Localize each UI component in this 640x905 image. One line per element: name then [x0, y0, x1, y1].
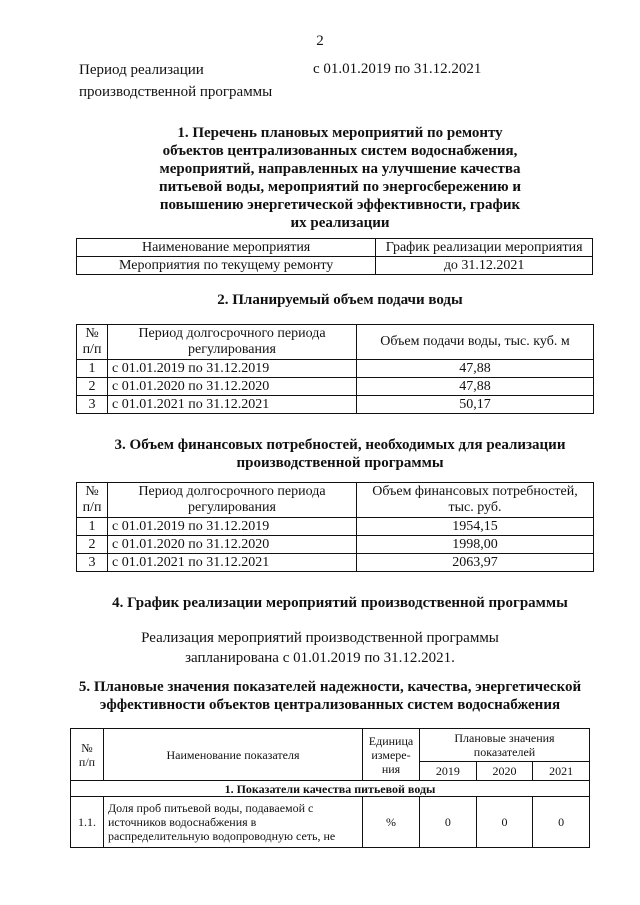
row-unit: % — [363, 797, 420, 848]
section2-title: 2. Планируемый объем подачи воды — [217, 292, 463, 308]
row-value: 1998,00 — [357, 536, 594, 554]
table-row — [77, 378, 594, 396]
row-num: 1 — [77, 360, 108, 378]
table-row — [71, 797, 590, 848]
col-header-name: Наименование мероприятия — [77, 239, 376, 257]
section3-title: 3. Объем финансовых потребностей, необходимых для реализации производственной программы — [114, 437, 566, 471]
header-volume: Объем подачи воды, тыс. куб. м — [357, 325, 594, 360]
table-row — [77, 396, 594, 414]
row-period: с 01.01.2021 по 31.12.2021 — [108, 396, 357, 414]
row-num: 3 — [77, 396, 108, 414]
table-row — [77, 518, 594, 536]
row-2019: 0 — [420, 797, 477, 848]
table-row — [77, 554, 594, 572]
row-2020: 0 — [476, 797, 533, 848]
row-period: с 01.01.2019 по 31.12.2019 — [108, 518, 357, 536]
section1-table — [76, 238, 593, 275]
header-plan: Плановые значения показателей — [420, 729, 590, 762]
header-2019: 2019 — [420, 762, 477, 781]
header-2021: 2021 — [533, 762, 590, 781]
section5-table — [70, 728, 590, 848]
section4-note: Реализация мероприятий производственной программы запланирована с 01.01.2019 по 31.12.2021. — [141, 630, 499, 666]
table-row — [77, 360, 594, 378]
row-2021: 0 — [533, 797, 590, 848]
row-num: 1.1. — [71, 797, 104, 848]
period-label — [79, 59, 299, 103]
row-value: 47,88 — [357, 360, 594, 378]
col-header-schedule: График реализации мероприятия — [376, 239, 593, 257]
row-period: с 01.01.2021 по 31.12.2021 — [108, 554, 357, 572]
header-2020: 2020 — [476, 762, 533, 781]
header-finance: Объем финансовых потребностей, тыс. руб. — [357, 483, 594, 518]
section5-title: 5. Плановые значения показателей надежности, качества, энергетической эффективности объектов централизованных систем водоснабжения — [78, 679, 582, 713]
row-period: с 01.01.2020 по 31.12.2020 — [108, 536, 357, 554]
header-num: № п/п — [77, 325, 108, 360]
header-unit: Единица измере- ния — [363, 729, 420, 781]
table-row — [77, 536, 594, 554]
row-value: 47,88 — [357, 378, 594, 396]
section1-title: 1. Перечень плановых мероприятий по ремонту объектов централизованных систем водоснабжения, мероприятий, направленных на улучшение качества питьевой воды, мероприятий по энергосбережению и повышению энергетической эффективности, график их реализации — [158, 125, 522, 231]
row-period: с 01.01.2020 по 31.12.2020 — [108, 378, 357, 396]
period-label-line1: Период реализации — [79, 62, 204, 78]
row-num: 1 — [77, 518, 108, 536]
row-indicator: Доля проб питьевой воды, подаваемой с источников водоснабжения в распределительную водопроводную сеть, не — [104, 797, 363, 848]
section4-title: 4. График реализации мероприятий производственной программы — [112, 595, 568, 611]
period-value: с 01.01.2019 по 31.12.2021 — [313, 61, 482, 77]
header-indicator: Наименование показателя — [104, 729, 363, 781]
row-value: 50,17 — [357, 396, 594, 414]
page-number: 2 — [316, 33, 324, 49]
header-num: № п/п — [71, 729, 104, 781]
section2-table — [76, 324, 594, 414]
row-num: 2 — [77, 536, 108, 554]
row-value: 1954,15 — [357, 518, 594, 536]
event-name: Мероприятия по текущему ремонту — [77, 257, 376, 275]
header-num: № п/п — [77, 483, 108, 518]
section3-table — [76, 482, 594, 572]
period-label-line2: производственной программы — [79, 84, 273, 100]
row-value: 2063,97 — [357, 554, 594, 572]
header-period: Период долгосрочного периода регулирования — [108, 483, 357, 518]
header-period: Период долгосрочного периода регулирования — [108, 325, 357, 360]
group-title: 1. Показатели качества питьевой воды — [71, 781, 590, 797]
row-period: с 01.01.2019 по 31.12.2019 — [108, 360, 357, 378]
row-num: 2 — [77, 378, 108, 396]
row-num: 3 — [77, 554, 108, 572]
event-date: до 31.12.2021 — [376, 257, 593, 275]
